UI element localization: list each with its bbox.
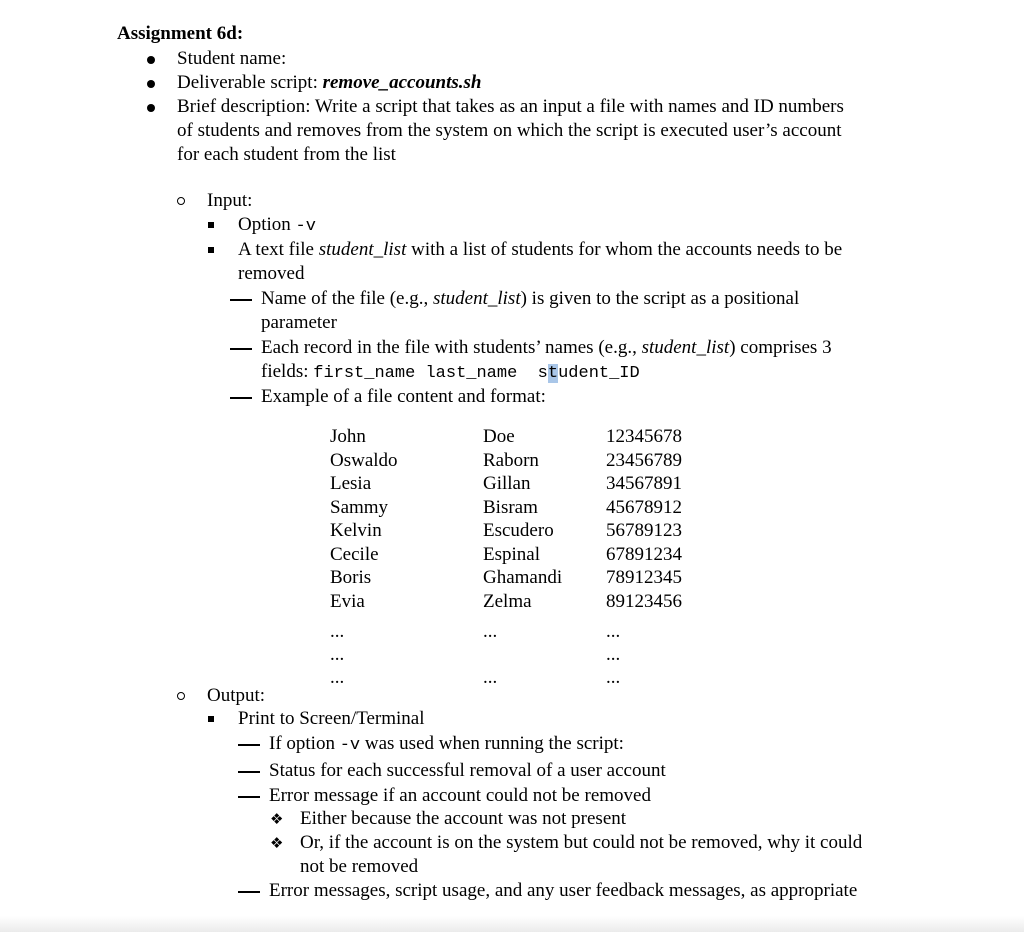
student-id-cell: 89123456 — [606, 590, 682, 612]
last-name-cell: Raborn — [483, 449, 539, 471]
ellipsis: ... — [483, 621, 498, 642]
if-option-line — [269, 732, 624, 758]
option-line — [238, 213, 316, 239]
option-label: Option — [238, 214, 296, 235]
square-bullet-icon — [208, 222, 214, 228]
first-name-cell: Sammy — [330, 496, 389, 518]
last-name-cell: Bisram — [483, 496, 538, 518]
dash-icon — [230, 348, 252, 350]
student-name-label: Student name: — [177, 48, 287, 69]
fields-line — [261, 360, 640, 386]
dash-icon — [238, 771, 260, 773]
student-id-cell: 23456789 — [606, 449, 682, 471]
status-line: Status for each successful removal of a user account — [269, 760, 666, 781]
or-line2: not be removed — [300, 856, 419, 877]
ellipsis: ... — [330, 644, 345, 665]
example-label: Example of a file content and format: — [261, 386, 546, 407]
first-name-cell: Boris — [330, 567, 372, 588]
or-line1: Or, if the account is on the system but could not be removed, why it could — [300, 832, 863, 853]
square-bullet-icon — [208, 247, 214, 253]
brief-description-line3: for each student from the list — [177, 144, 396, 165]
last-name-cell: Zelma — [483, 590, 532, 612]
first-name-cell: Lesia — [330, 473, 372, 494]
last-name-cell: Doe — [483, 426, 515, 447]
student-id-cell: 45678912 — [606, 496, 682, 518]
brief-description-line2: of students and removes from the system on which the script is executed user’s account — [177, 120, 842, 141]
bullet-icon — [147, 104, 155, 112]
dash-icon — [230, 299, 252, 301]
ellipsis: ... — [606, 621, 621, 642]
last-name-cell: Espinal — [483, 543, 540, 565]
deliverable-script-name: remove_accounts.sh — [322, 72, 482, 93]
file-name-line2: parameter — [261, 312, 337, 333]
record-italic: student_list — [641, 337, 730, 358]
circle-bullet-icon — [177, 197, 185, 205]
deliverable-line — [177, 71, 481, 95]
first-name-cell: Kelvin — [330, 520, 382, 541]
input-heading: Input: — [207, 190, 253, 211]
last-name-cell: Ghamandi — [483, 567, 563, 588]
text-file-suffix: with a list of students for whom the accounts needs to be — [406, 239, 843, 260]
dash-icon — [238, 891, 260, 893]
diamond-bullet-icon: ❖ — [270, 834, 284, 852]
ellipsis: ... — [606, 667, 621, 688]
first-name-cell: John — [330, 426, 366, 447]
student-id-cell: 12345678 — [606, 426, 682, 447]
text-cursor-highlight: t — [547, 364, 559, 383]
ellipsis: ... — [606, 644, 621, 665]
dash-icon — [238, 744, 260, 746]
ellipsis: ... — [330, 667, 345, 688]
record-prefix: Each record in the file with students’ names (e.g., — [261, 337, 642, 358]
assignment-title: Assignment 6d: — [117, 23, 244, 44]
text-file-line1 — [238, 238, 842, 262]
output-heading: Output: — [207, 685, 266, 706]
file-name-suffix: ) is given to the script as a positional — [520, 288, 800, 309]
if-option-suffix: was used when running the script: — [360, 733, 624, 754]
student-id-cell: 34567891 — [606, 473, 682, 494]
circle-bullet-icon — [177, 692, 185, 700]
fields-code — [313, 364, 639, 383]
error-messages-line: Error messages, script usage, and any user feedback messages, as appropriate — [269, 880, 858, 901]
option-flag: -v — [295, 217, 316, 236]
dash-icon — [238, 796, 260, 798]
fields-code-part2: udent_ID — [558, 364, 640, 383]
deliverable-prefix: Deliverable script: — [177, 72, 323, 93]
record-line1 — [261, 336, 832, 360]
print-label: Print to Screen/Terminal — [238, 708, 425, 729]
if-option-flag: -v — [339, 736, 361, 755]
first-name-cell: Oswaldo — [330, 449, 398, 471]
ellipsis: ... — [330, 621, 345, 642]
record-suffix: ) comprises 3 — [729, 337, 832, 358]
fields-label: fields: — [261, 361, 314, 382]
last-name-cell: Escudero — [483, 520, 554, 541]
bullet-icon — [147, 80, 155, 88]
student-id-cell: 56789123 — [606, 520, 682, 541]
diamond-bullet-icon: ❖ — [270, 810, 284, 828]
text-file-name: student_list — [318, 239, 407, 260]
ellipsis: ... — [483, 667, 498, 688]
fields-code-part1: first_name last_name s — [313, 364, 548, 383]
if-option-prefix: If option — [269, 733, 340, 754]
student-id-cell: 78912345 — [606, 567, 682, 588]
first-name-cell: Evia — [330, 590, 365, 612]
text-file-prefix: A text file — [238, 239, 319, 260]
brief-description-line1: Brief description: Write a script that takes as an input a file with names and ID numbers — [177, 96, 844, 117]
bullet-icon — [147, 56, 155, 64]
text-file-line2: removed — [238, 263, 305, 284]
student-id-cell: 67891234 — [606, 543, 682, 565]
error-line: Error message if an account could not be removed — [269, 785, 651, 806]
file-name-prefix: Name of the file (e.g., — [261, 288, 433, 309]
square-bullet-icon — [208, 716, 214, 722]
last-name-cell: Gillan — [483, 473, 531, 494]
first-name-cell: Cecile — [330, 543, 379, 565]
file-name-line1 — [261, 287, 799, 311]
dash-icon — [230, 397, 252, 399]
page-bottom-edge — [0, 916, 1024, 932]
file-name-italic: student_list — [432, 288, 521, 309]
either-line: Either because the account was not present — [300, 808, 627, 829]
